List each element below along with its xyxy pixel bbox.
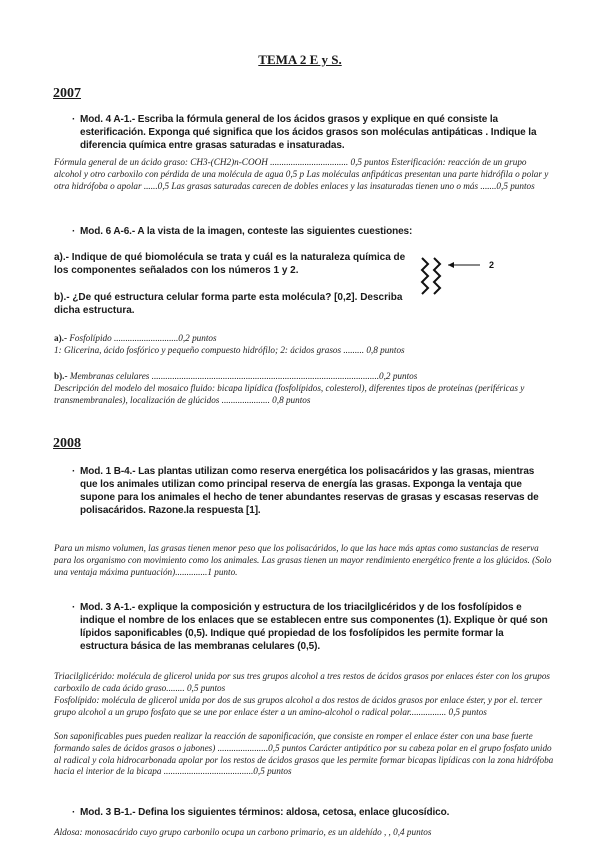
answer-2008-aldosa: Aldosa: monosacárido cuyo grupo carbonilo ocupa un carbono primario, es un aldehído , , 0,4 puntos — [54, 827, 432, 837]
document-title: TEMA 2 E y S. — [258, 52, 342, 67]
answer-2008-fosfolipido: Fosfolípido: molécula de glicerol unida por dos de sus grupos alcohol a dos restos de ácidos grasos por enlace éster, y por el. tercer grupo alcohol a un grupo fosfato que se une por enlace éster a un amino-alcohol o radical polar................ 0,5 puntos — [54, 695, 543, 717]
question-2007-mod4-a1 — [72, 113, 550, 152]
answer-2008-triacilglicerido: Triacilglicérido: molécula de glicerol unida por sus tres grupos alcohol a tres restos de ácidos grasos por enlaces éster con los grupos carboxilo de cada ácido graso........ 0,5 puntos — [54, 671, 551, 693]
pointer-arrowhead — [448, 262, 454, 268]
answer-2008-mod1-b4: Para un mismo volumen, las grasas tienen menor peso que los polisacáridos, lo que las hace más aptas como sustancias de reserva para los organismo con movimiento como los animales. Las grasas tienen un mayor rendimiento energético frente a los glúcidos. (Solo una ventaja máxima puntuación)..............1 punto. — [54, 543, 552, 577]
answer-2007-a-detail: 1: Glicerina, ácido fosfórico y pequeño compuesto hidrófilo; 2: ácidos grasos ......... 0,8 puntos — [54, 345, 405, 355]
question-2008-mod3-a1 — [72, 601, 550, 653]
bullet: · — [72, 226, 76, 237]
question-text: Mod. 4 A-1.- Escriba la fórmula general de los ácidos grasos y explique en qué consiste la esterificación. Exponga qué significa que los ácidos grasos son moléculas antipáticas . Indique la diferencia química entre grasas saturadas e insaturadas. — [80, 114, 537, 151]
question-text: Mod. 3 A-1.- explique la composición y estructura de los triacilglicéridos y de los fosfolípidos e indique el nombre de los enlaces que se establecen entre sus componentes (1). Explique òr qué son lípidos saponificables (0,5). Indique qué propiedad de los fosfolípidos les permite formar la estructura básica de las membranas celulares (0,5). — [80, 602, 548, 652]
fatty-acid-tail-right — [434, 258, 440, 294]
question-text: Mod. 6 A-6.- A la vista de la imagen, conteste las siguientes cuestiones: — [80, 226, 413, 237]
answer-2007-a — [54, 333, 554, 345]
subquestion-a: a).- Indique de qué biomolécula se trata y cuál es la naturaleza química de los componentes señalados con los números 1 y 2. — [54, 252, 406, 276]
bullet: · — [72, 466, 76, 477]
subquestion-b: b).- ¿De qué estructura celular forma parte esta molécula? [0,2]. Describa dicha estructura. — [54, 292, 403, 316]
answer-a-label: a).- — [54, 333, 68, 343]
answer-b-label: b).- — [54, 371, 68, 381]
phospholipid-figure — [416, 256, 516, 298]
question-text: Mod. 3 B-1.- Defina los siguientes términos: aldosa, cetosa, enlace glucosídico. — [80, 807, 450, 818]
answer-a-text: Fosfolípido ............................0,2 puntos — [67, 333, 217, 343]
figure-label-2: 2 — [489, 260, 495, 270]
answer-2007-b-detail: Descripción del modelo del mosaico fluido: bicapa lipídica (fosfolípidos, colesterol), diferentes tipos de proteínas (periféricas y transmembranales), localización de glúcidos ..................... 0,8 puntos — [54, 383, 525, 405]
answer-b-text: Membranas celulares ...................................................................................................0,2 puntos — [67, 371, 418, 381]
bullet: · — [72, 807, 76, 818]
year-heading-2007: 2007 — [53, 86, 81, 101]
answer-2007-mod4-a1: Fórmula general de un ácido graso: CH3-(CH2)n-COOH .................................. 0,5 puntos Esterificación: reacción de un grupo alcohol y otro carboxilo con pérdida de una molécula de agua 0,5 p Las moléculas anfipáticas presentan una parte hidrófila o polar y otra hidrófoba o apolar ......0,5 Las grasas saturadas carecen de dobles enlaces y las insaturadas tienen uno o más .......0,5 puntos — [54, 157, 549, 191]
fatty-acid-tail-left — [422, 258, 428, 294]
year-heading-2008: 2008 — [53, 436, 81, 451]
question-2008-mod1-b4 — [72, 465, 550, 517]
bullet: · — [72, 602, 76, 613]
question-2008-mod3-b1 — [72, 806, 550, 819]
answer-2007-b — [54, 371, 554, 383]
question-2007-mod6-a6 — [72, 225, 550, 238]
answer-2008-saponificables: Son saponificables pues pueden realizar la reacción de saponificación, que consiste en romper el enlace éster con una base fuerte formando sales de ácidos grasos o jabones) ......................0,5 puntos Carácter antipático por su cabeza polar en el grupo fosfato unido al radical y cola hidrocarbonada apolar por los restos de ácidos grasos que les permite formar bicapas lipídicas con la zona hidrófoba hacia el interior de la bicapa .......................................0,5 puntos — [54, 731, 554, 777]
bullet: · — [72, 114, 76, 125]
question-text: Mod. 1 B-4.- Las plantas utilizan como reserva energética los polisacáridos y las grasas, mientras que los animales utilizan como principal reserva de energía las grasas. Exponga la ventaja que supone para los animales el hecho de tener abundantes reservas de grasas y escasas reservas de polisacáridos. Razone.la respuesta [1]. — [80, 466, 539, 516]
